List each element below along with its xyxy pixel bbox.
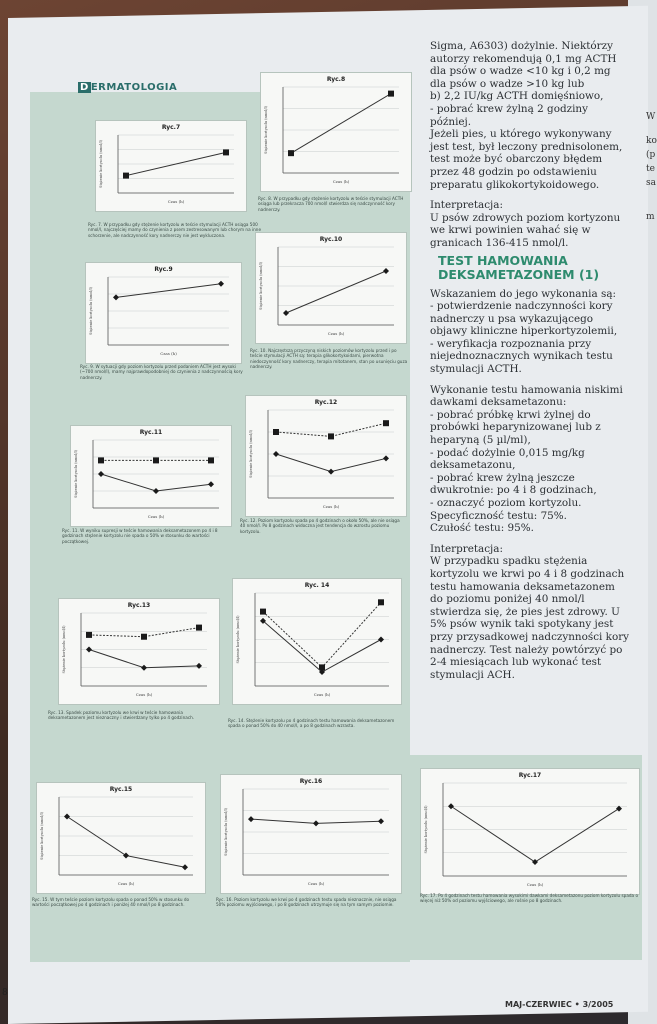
- figure-title: Ryc.13: [127, 602, 151, 609]
- figure-title: Ryc.10: [319, 236, 343, 243]
- x-axis-label: Czas (h): [147, 514, 165, 519]
- data-point: [123, 173, 129, 179]
- data-point: [283, 310, 289, 316]
- data-point: [153, 457, 159, 463]
- data-point: [378, 599, 384, 605]
- data-point: [223, 149, 229, 155]
- x-axis-label: Czas (h): [135, 692, 153, 697]
- margin-fragment: sa: [646, 178, 656, 188]
- data-point: [64, 814, 70, 820]
- paragraph: Czułość testu: 95%.: [430, 522, 534, 535]
- data-point: [98, 471, 104, 477]
- figure-chart: [71, 426, 231, 526]
- paragraph: - pobrać krew żylną jeszcze dwukrotnie: po 4 i 8 godzinach,: [430, 471, 597, 497]
- x-axis-label: Czas (h): [160, 351, 177, 356]
- series-line: [286, 271, 386, 313]
- data-point: [388, 91, 394, 97]
- figure-11: [70, 425, 232, 527]
- paragraph: U psów zdrowych poziom kortyzonu we krwi powinien wahać się w granicach 136-415 nmol/l.: [430, 211, 621, 249]
- data-point: [448, 803, 454, 809]
- figure-17: [420, 768, 640, 895]
- section-title: ERMATOLOGIA: [90, 82, 178, 93]
- figure-title: Ryc.12: [314, 399, 338, 406]
- data-point: [288, 150, 294, 156]
- figure-caption: Ryc. 13. Spadek poziomu kortyzolu we krwi w teście hamowania deksametazonem jest nieznaczny i stwierdzany tylko po 4 godzinach.: [48, 710, 195, 721]
- page-number: 8: [2, 988, 8, 998]
- series-line: [67, 817, 185, 868]
- figure-caption: Ryc. 17. Po 4 godzinach testu hamowania wysokimi dawkami deksametazonu poziom kortyzolu spada o więcej niż 50% od poziomu wyjściowego, ale rośnie po 8 godzinach.: [420, 893, 639, 904]
- paragraph: - potwierdzenie nadczynności kory nadnerczy u psa wykazującego objawy kliniczne hiperkortyzolemii,: [430, 300, 618, 338]
- y-axis-label: Stężenie kortyzolu (nmol/l): [264, 106, 268, 154]
- paragraph: Sigma, A6303) dożylnie. Niektórzy autorzy rekomendują 0,1 mg ACTH dla psów o wadze <10 kg i 0,2 mg dla psów o wadze >10 kg lub: [430, 40, 617, 90]
- x-axis-label: Czas (h): [332, 179, 350, 184]
- figure-title: Ryc.15: [109, 786, 133, 793]
- x-axis-label: Czas (h): [526, 882, 544, 887]
- figure-9: [85, 262, 242, 364]
- figure-caption: Ryc. 10. Najczęstszą przyczyną niskich poziomów kortyzolu przed i po teście stymulacji ACTH są: terapia glikokortykoidami, pierwotna niedoczynność kory nadnerczy, terapia mitotanem, stan po usunięciu guza nadnerczy.: [250, 348, 408, 370]
- paragraph: - oznaczyć poziom kortyzolu.: [430, 497, 582, 509]
- figure-chart: [37, 783, 205, 893]
- x-axis-label: Czas (h): [307, 881, 325, 886]
- data-point: [383, 268, 389, 274]
- paragraph: Jeżeli pies, u którego wykonywany jest test, był leczony prednisolonem, test może być obarczony błędem przez 48 godzin po odstawieniu preparatu glikokortykoidowego.: [430, 128, 623, 191]
- section-initial: D: [80, 82, 89, 93]
- figure-title: Ryc.16: [299, 778, 323, 785]
- figure-7: [95, 120, 247, 212]
- y-axis-label: Stężenie kortyzolu (nmol/l): [224, 808, 228, 856]
- data-point: [182, 864, 188, 870]
- y-axis-label: Stężenie kortyzolu (nmol/l): [62, 625, 66, 674]
- data-point: [248, 816, 254, 822]
- y-axis-label: Stężenie kortyzolu (nmol/l): [259, 262, 263, 310]
- series-line: [451, 806, 619, 862]
- paragraph: - pobrać krew żylną 2 godziny później.: [430, 102, 588, 128]
- footer-issue: MAJ-CZERWIEC • 3/2005: [505, 1000, 614, 1009]
- figure-8: [260, 72, 412, 192]
- y-axis-label: Stężenie kortyzolu (nmol/l): [99, 140, 103, 188]
- data-point: [141, 665, 147, 671]
- figure-caption: Ryc. 15. W tym teście poziom kortyzolu spada o ponad 50% w stosunku do wartości początkowej po 4 godzinach i poniżej 40 nmol/l po 8 godzinach.: [32, 897, 190, 908]
- data-point: [98, 457, 104, 463]
- figure-chart: [59, 599, 219, 704]
- figure-chart: [256, 233, 406, 343]
- margin-fragment: W: [646, 112, 656, 122]
- figure-10: [255, 232, 407, 344]
- data-point: [260, 609, 266, 615]
- text-column: [430, 40, 630, 681]
- paragraph: W przypadku spadku stężenia kortyzolu we krwi po 4 i 8 godzinach testu hamowania deksametazonem do poziomu poniżej 40 nmol/l stwierdza się, że pies jest zdrowy. U 5% psów wynik taki spotykany jest przy przysadkowej nadczynności kory nadnerczy. Test należy powtórzyć po 2-4 miesiącach lub wykonać test stymulacji ACH.: [430, 555, 630, 681]
- figure-title: Ryc.8: [326, 76, 346, 83]
- figure-caption: Ryc. 7. W przypadku gdy stężenie kortyzolu w teście stymulacji ACTH osiąga 500 nmol/l, najczęściej mamy do czynienia z psem zestresowanym lub chorym na inne schorzenie, ale nadczynność kory nadnerczy nie jest wykluczona.: [88, 222, 262, 238]
- x-axis-label: Czas (h): [117, 881, 135, 886]
- data-point: [86, 632, 92, 638]
- margin-fragment: te: [646, 164, 655, 174]
- data-point: [208, 481, 214, 487]
- figure-chart: [96, 121, 246, 211]
- margin-fragment: (p: [646, 150, 656, 160]
- data-point: [196, 625, 202, 631]
- figure-chart: [233, 579, 401, 704]
- x-axis-label: Czas (h): [167, 199, 185, 204]
- figure-caption: Ryc. 9. W sytuacji gdy poziom kortyzolu przed podaniem ACTH jest wysoki (~700 nmol/l), mamy najprawdopodobniej do czynienia z nadczynnością kory nadnerczy.: [80, 364, 243, 380]
- data-point: [328, 469, 334, 475]
- figure-13: [58, 598, 220, 705]
- figure-chart: [86, 263, 241, 363]
- y-axis-label: Stężenie kortyzolu (nmol/l): [236, 615, 240, 664]
- figure-title: Ryc.7: [161, 124, 181, 131]
- paragraph: - weryfikacja rozpoznania przy niejednoznacznych wynikach testu stymulacji ACTH.: [430, 337, 613, 376]
- data-point: [153, 488, 159, 494]
- series-line: [263, 602, 381, 667]
- figure-caption: Ryc. 16. Poziom kortyzolu we krwi po 4 godzinach testu spada nieznacznie, nie osiąga 50% poziomu wyjściowego, i po 8 godzinach utrzymuje się na tym samym poziomie.: [216, 897, 397, 908]
- data-point: [273, 451, 279, 457]
- data-point: [378, 637, 384, 643]
- figure-caption: Ryc. 11. W wyniku supresji w teście hamowania deksametazonem po 4 i 8 godzinach stężenie kortyzolu nie spada o 50% w stosunku do wartości początkowej.: [62, 528, 218, 544]
- figure-caption: Ryc. 12. Poziom kortyzolu spada po 4 godzinach o około 50%, ale nie osiąga 40 nmol/l. Po 8 godzinach widoczna jest tendencja do wzrostu poziomu kortyzolu.: [240, 518, 400, 534]
- paragraph: Interpretacja:: [430, 199, 503, 212]
- y-axis-label: Stężenie kortyzolu (nmol/l): [40, 812, 44, 860]
- data-point: [378, 818, 384, 824]
- x-axis-label: Czas (h): [327, 331, 345, 336]
- x-axis-label: Czas (h): [313, 692, 331, 697]
- section-header: [78, 82, 177, 93]
- paragraph: Interpretacja:: [430, 542, 503, 555]
- paragraph: - pobrać próbkę krwi żylnej do probówki heparynizowanej lub z heparyną (5 µl/ml),: [430, 408, 601, 447]
- data-point: [218, 281, 224, 287]
- data-point: [313, 820, 319, 826]
- paragraph: - podać dożylnie 0,015 mg/kg deksametazonu,: [430, 446, 585, 472]
- figure-15: [36, 782, 206, 894]
- figure-caption: Ryc. 8. W przypadku gdy stężenie kortyzolu w teście stymulacji ACTH osiąga lub przekracza 700 nmol/l stwierdza się nadczynność kory nadnerczy.: [258, 196, 404, 212]
- data-point: [273, 429, 279, 435]
- data-point: [86, 647, 92, 653]
- paragraph: Wskazaniem do jego wykonania są:: [430, 287, 617, 300]
- figure-title: Ryc.9: [154, 266, 173, 273]
- figure-title: Ryc.17: [518, 772, 542, 779]
- paragraph: Wykonanie testu hamowania niskimi dawkami deksametazonu:: [430, 383, 623, 409]
- paragraph: b) 2,2 IU/kg ACTH domięśniowo,: [430, 90, 604, 103]
- y-axis-label: Stężenie kortyzolu (nmol/l): [249, 430, 253, 478]
- figure-chart: [261, 73, 411, 191]
- y-axis-label: Stężenie kortyzolu (nmol/l): [74, 450, 78, 498]
- data-point: [383, 455, 389, 461]
- data-point: [532, 859, 538, 865]
- figure-14: [232, 578, 402, 705]
- series-line: [291, 94, 391, 154]
- margin-fragment: ko: [646, 136, 657, 146]
- y-axis-label: Stężenie kortyzolu (nmol/l): [89, 287, 93, 335]
- y-axis-label: Stężenie kortyzolu (nmol/l): [424, 805, 428, 854]
- figure-chart: [221, 775, 401, 893]
- figure-chart: [421, 769, 639, 894]
- x-axis-label: Czas (h): [322, 504, 340, 509]
- data-point: [113, 294, 119, 300]
- margin-fragment: m: [646, 212, 655, 222]
- figure-title: Ryc. 14: [304, 582, 330, 589]
- data-point: [328, 433, 334, 439]
- data-point: [123, 853, 129, 859]
- data-point: [383, 420, 389, 426]
- data-point: [208, 457, 214, 463]
- paragraph: Specyficzność testu: 75%.: [430, 509, 567, 522]
- figure-16: [220, 774, 402, 894]
- series-line: [116, 284, 221, 298]
- figure-title: Ryc.11: [139, 429, 163, 436]
- figure-caption: Ryc. 14. Stężenie kortyzolu po 4 godzinach testu hamowania deksametazonem spada o ponad 50% do 40 nmol/l, a po 8 godzinach wzrasta.: [228, 718, 395, 729]
- section-heading: TEST HAMOWANIA DEKSAMETAZONEM (1): [438, 252, 600, 282]
- figure-chart: [246, 396, 406, 516]
- data-point: [141, 634, 147, 640]
- figure-12: [245, 395, 407, 517]
